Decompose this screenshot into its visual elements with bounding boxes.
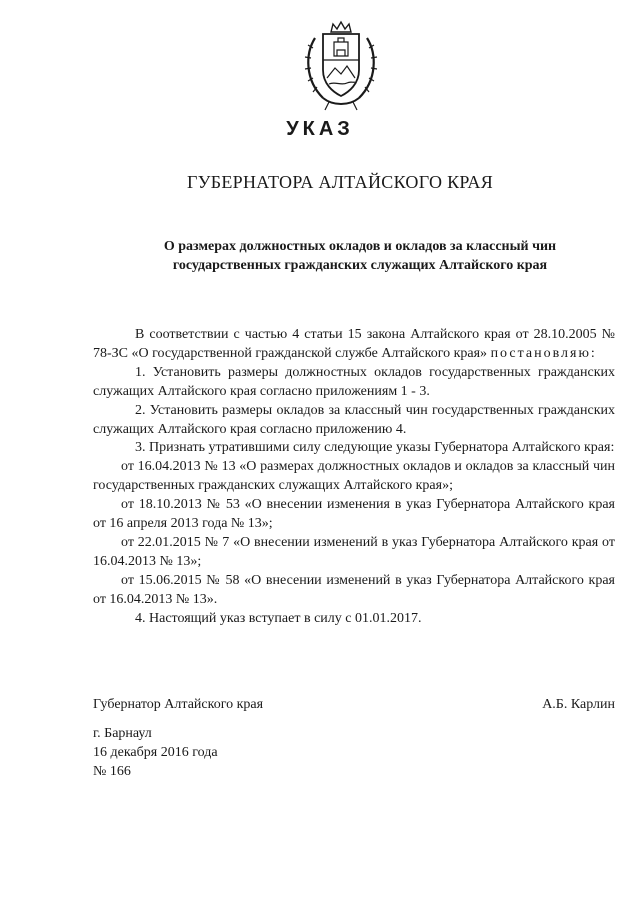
intro-text: В соответствии с частью 4 статьи 15 закона Алтайского края от 28.10.2005 № 78-ЗС «О государственной гражданской службе Алтайского края» <box>93 327 615 361</box>
signatory-position: Губернатор Алтайского края <box>93 697 264 712</box>
signatory-name: А.Б. Карлин <box>542 697 615 712</box>
repealed-decree-2: от 18.10.2013 № 53 «О внесении изменения в указ Губернатора Алтайского края от 16 апреля 2013 года № 13»; <box>93 497 615 532</box>
issuer-title: ГУБЕРНАТОРА АЛТАЙСКОГО КРАЯ <box>186 172 493 192</box>
subject-line-1: О размерах должностных окладов и окладов за классный чин <box>163 239 557 254</box>
repealed-decree-3: от 22.01.2015 № 7 «О внесении изменений в указ Губернатора Алтайского края от 16.04.2013 № 13»; <box>93 534 615 569</box>
subject-line-2: государственных гражданских служащих Алтайского края <box>172 258 548 273</box>
issue-city: г. Барнаул <box>93 726 152 741</box>
issue-date: 16 декабря 2016 года <box>93 745 218 760</box>
item-1: 1. Установить размеры должностных окладов государственных гражданских служащих Алтайского края согласно приложениям 1 - 3. <box>93 364 615 399</box>
item-2: 2. Установить размеры окладов за классный чин государственных гражданских служащих Алтайского края согласно приложению 4. <box>93 402 615 437</box>
repealed-decree-1: от 16.04.2013 № 13 «О размерах должностных окладов и окладов за классный чин государственных гражданских служащих Алтайского края»; <box>93 459 615 494</box>
item-4: 4. Настоящий указ вступает в силу с 01.01.2017. <box>135 610 422 626</box>
item-3: 3. Признать утратившими силу следующие указы Губернатора Алтайского края: <box>135 440 615 456</box>
decree-body <box>93 326 615 629</box>
decree-number: № 166 <box>93 764 131 779</box>
document-type: УКАЗ <box>286 118 354 140</box>
decree-word: постановляю: <box>490 345 597 361</box>
intro-paragraph <box>93 326 615 364</box>
decree-subject <box>0 237 640 275</box>
issue-details <box>93 724 218 781</box>
repealed-decree-4: от 15.06.2015 № 58 «О внесении изменений в указ Губернатора Алтайского края от 16.04.2013 № 13». <box>93 572 615 607</box>
coat-of-arms-emblem <box>301 20 381 112</box>
